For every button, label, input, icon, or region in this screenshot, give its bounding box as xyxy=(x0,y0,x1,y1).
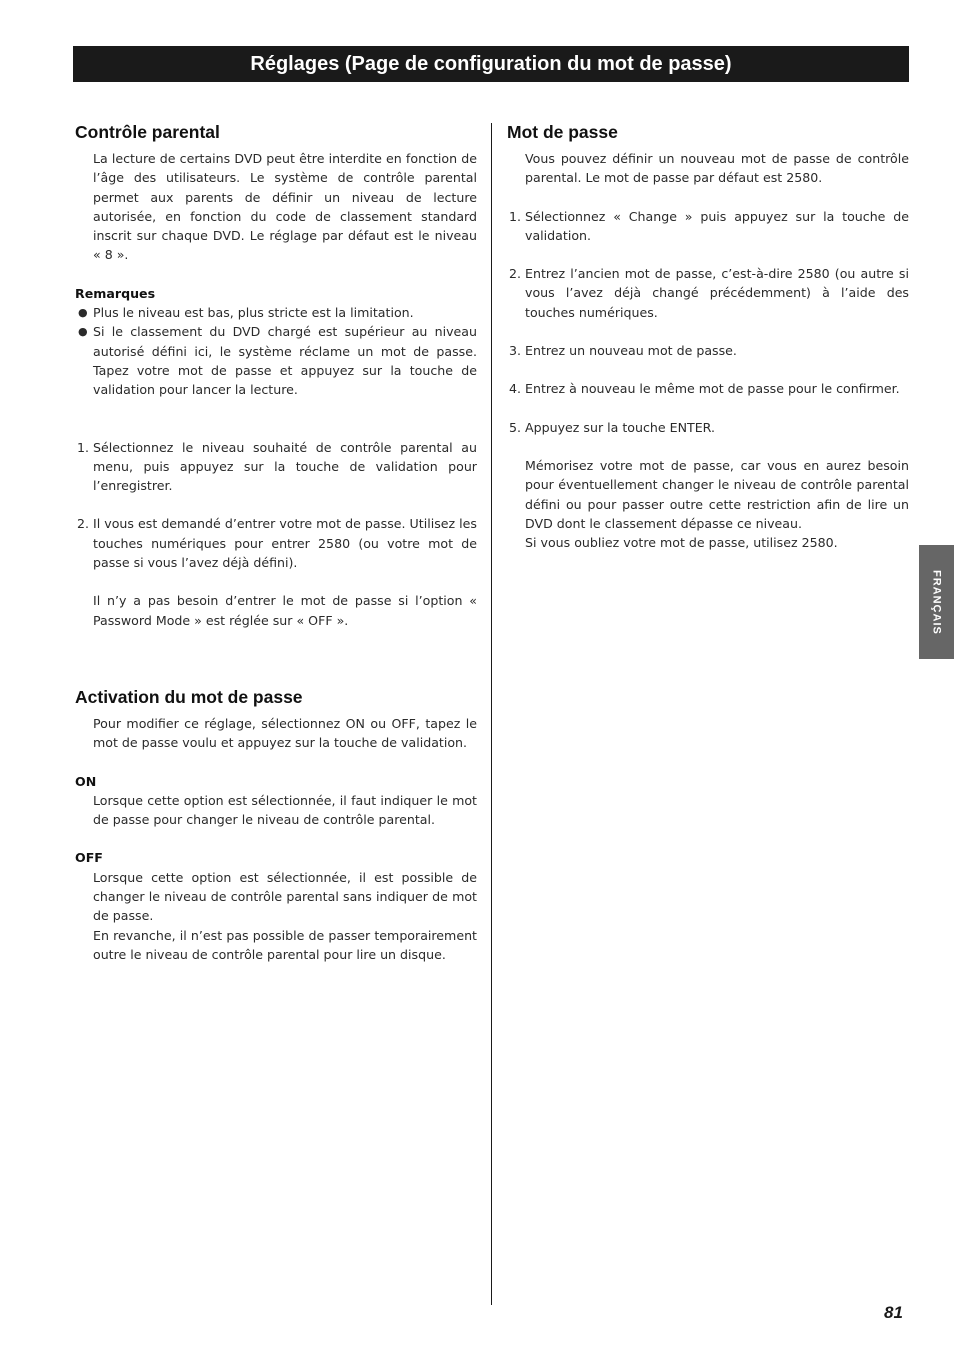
column-divider xyxy=(491,123,492,1305)
password-step xyxy=(507,207,909,246)
step-number: 1. xyxy=(509,208,522,224)
bullet-icon: ● xyxy=(78,325,88,339)
step-number: 3. xyxy=(509,343,522,359)
password-step xyxy=(507,418,909,437)
step-text: Sélectionnez le niveau souhaité de contrôle parental au menu, puis appuyez sur la touche de validation pour l’enregistrer. xyxy=(93,439,477,494)
parental-step xyxy=(75,438,477,496)
activation-intro: Pour modifier ce réglage, sélectionnez ON ou OFF, tapez le mot de passe voulu et appuyez sur la touche de validation. xyxy=(93,715,477,751)
remark-text: Si le classement du DVD chargé est supérieur au niveau autorisé défini ici, le système réclame un mot de passe. Tapez votre mot de passe et appuyez sur la touche de validation pour lancer la lecture. xyxy=(93,324,477,398)
step-text: Entrez à nouveau le même mot de passe pour le confirmer. xyxy=(525,381,900,397)
remark-text: Plus le niveau est bas, plus stricte est la limitation. xyxy=(93,305,414,321)
password-step xyxy=(507,379,909,398)
password-step xyxy=(507,264,909,322)
left-column xyxy=(75,121,477,964)
memorize-note: Mémorisez votre mot de passe, car vous en aurez besoin pour éventuellement changer le niveau de contrôle parental défini ou pour passer outre cette restriction afin de lire un DVD dont le classement dépasse ce niveau. xyxy=(525,457,909,531)
password-intro: Vous pouvez définir un nouveau mot de passe de contrôle parental. Le mot de passe par défaut est 2580. xyxy=(525,151,909,186)
on-description: Lorsque cette option est sélectionnée, il faut indiquer le mot de passe pour changer le niveau de contrôle parental. xyxy=(93,792,477,828)
parental-step xyxy=(75,514,477,572)
remark-item xyxy=(75,303,477,322)
step-number: 5. xyxy=(509,419,522,435)
page-title: Réglages (Page de configuration du mot de passe) xyxy=(73,46,909,82)
on-label: ON xyxy=(75,773,97,789)
right-column xyxy=(507,121,909,552)
password-mode-note: Il n’y a pas besoin d’entrer le mot de passe si l’option « Password Mode » est réglée sur « OFF ». xyxy=(93,593,477,628)
parental-intro: La lecture de certains DVD peut être interdite en fonction de l’âge des utilisateurs. Le système de contrôle parental permet aux parents de définir un niveau de lecture autorisée, en fonction du code de classement standard inscrit sur chaque DVD. Le réglage par défaut est le niveau « 8 ». xyxy=(93,151,477,263)
step-number: 4. xyxy=(509,381,522,397)
off-description-2: En revanche, il n’est pas possible de passer temporairement outre le niveau de contrôle parental pour lire un disque. xyxy=(93,927,477,962)
step-text: Appuyez sur la touche ENTER. xyxy=(525,419,715,435)
remark-item xyxy=(75,322,477,399)
off-description: Lorsque cette option est sélectionnée, il est possible de changer le niveau de contrôle parental sans indiquer de mot de passe. xyxy=(93,869,477,924)
section-heading-activation: Activation du mot de passe xyxy=(75,686,303,707)
step-text: Entrez l’ancien mot de passe, c’est-à-dire 2580 (ou autre si vous l’avez déjà changé précédemment) à l’aide des touches numériques. xyxy=(525,266,909,320)
remarks-label: Remarques xyxy=(75,285,156,301)
step-number: 1. xyxy=(77,439,90,455)
section-heading-password: Mot de passe xyxy=(507,122,618,142)
page-number: 81 xyxy=(884,1303,903,1322)
off-label: OFF xyxy=(75,850,103,866)
step-text: Il vous est demandé d’entrer votre mot de passe. Utilisez les touches numériques pour entrer 2580 (ou votre mot de passe si vous l’avez déjà défini). xyxy=(93,516,477,571)
language-tab xyxy=(919,545,954,659)
step-number: 2. xyxy=(77,516,90,532)
password-step xyxy=(507,341,909,360)
bullet-icon: ● xyxy=(78,306,88,320)
section-heading-parental: Contrôle parental xyxy=(75,122,220,142)
language-tab-label: FRANÇAIS xyxy=(930,569,943,635)
step-text: Entrez un nouveau mot de passe. xyxy=(525,343,737,359)
forgot-note: Si vous oubliez votre mot de passe, utilisez 2580. xyxy=(525,535,838,551)
step-number: 2. xyxy=(509,266,522,282)
step-text: Sélectionnez « Change » puis appuyez sur la touche de validation. xyxy=(525,208,909,243)
